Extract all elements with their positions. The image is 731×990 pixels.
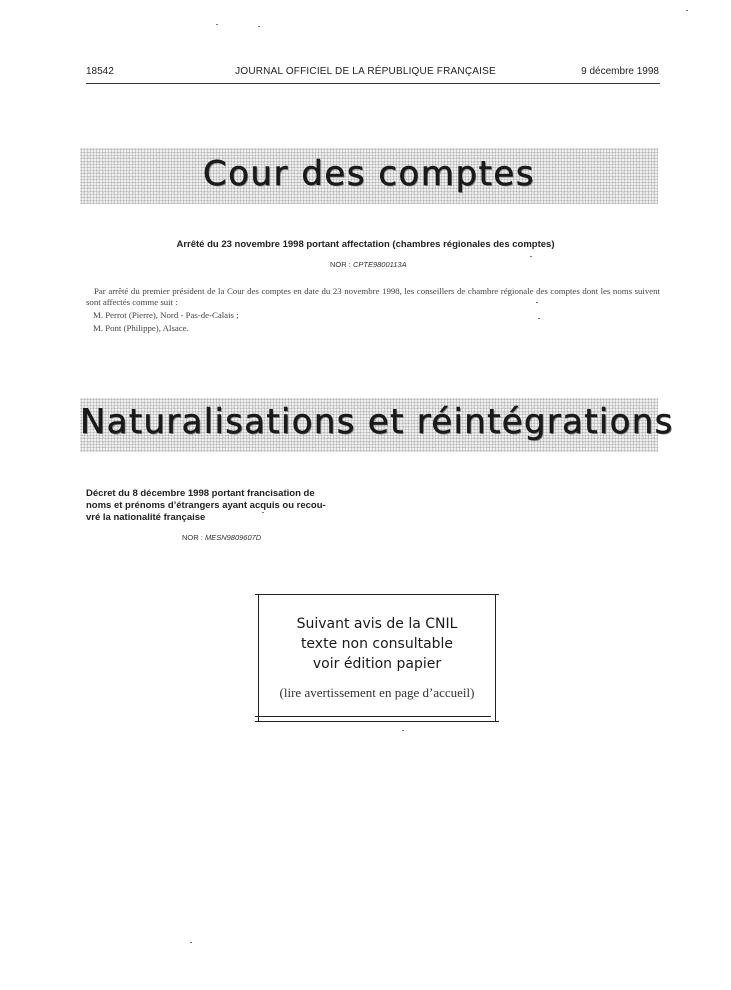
cnil-top-rule	[255, 594, 499, 595]
cnil-notice-line-3: voir édition papier	[312, 656, 442, 672]
scan-speck	[190, 942, 192, 943]
arrete-title: Arrêté du 23 novembre 1998 portant affectation (chambres régionales des comptes)	[176, 239, 555, 250]
issue-date: 9 décembre 1998	[581, 66, 659, 77]
affectation-item-perrot: M. Perrot (Pierre), Nord - Pas-de-Calais ;	[93, 310, 239, 320]
section-title-naturalisations: Naturalisations et réintégrations	[80, 402, 674, 442]
cnil-bottom-rule-outer	[255, 721, 499, 722]
nor-reference-cour	[330, 260, 407, 269]
affectation-item-pont: M. Pont (Philippe), Alsace.	[93, 323, 189, 333]
scan-speck	[402, 730, 404, 731]
cnil-notice-box	[258, 594, 496, 721]
scan-speck	[536, 302, 538, 303]
nor-reference-naturalisations	[182, 533, 261, 542]
nor-label: NOR :	[182, 533, 203, 542]
section-banner-cour-des-comptes	[80, 148, 658, 204]
scan-speck	[538, 318, 540, 319]
section-title-cour-des-comptes: Cour des comptes	[202, 154, 536, 194]
decret-title-line-1: Décret du 8 décembre 1998 portant francisation de	[86, 488, 315, 499]
header-rule	[86, 83, 660, 84]
scan-speck	[216, 24, 218, 25]
nor-label: NOR :	[330, 260, 351, 269]
page-number: 18542	[86, 66, 114, 77]
arrete-paragraph: Par arrêté du premier président de la Cour des comptes en date du 23 novembre 1998, les conseillers de chambre régionale des comptes dont les noms suivent sont affectés comme suit :	[86, 286, 660, 307]
scan-speck	[258, 26, 260, 27]
decret-title-line-3: vré la nationalité française	[86, 512, 206, 523]
cnil-bottom-rule	[255, 716, 491, 717]
cnil-notice-line-2: texte non consultable	[300, 636, 454, 652]
journal-title: JOURNAL OFFICIEL DE LA RÉPUBLIQUE FRANÇAISE	[235, 66, 496, 77]
section-banner-naturalisations	[80, 398, 674, 452]
decret-title-line-2: noms et prénoms d’étrangers ayant acquis ou recou-	[86, 500, 326, 511]
nor-code: MESN9809607D	[204, 533, 262, 542]
nor-code: CPTE9800113A	[352, 260, 407, 269]
scan-speck	[530, 256, 532, 257]
cnil-notice-line-1: Suivant avis de la CNIL	[296, 616, 458, 632]
scan-speck	[262, 512, 264, 513]
cnil-notice-note: (lire avertissement en page d’accueil)	[279, 685, 475, 700]
scan-speck	[686, 10, 688, 11]
decret-title	[86, 488, 364, 524]
